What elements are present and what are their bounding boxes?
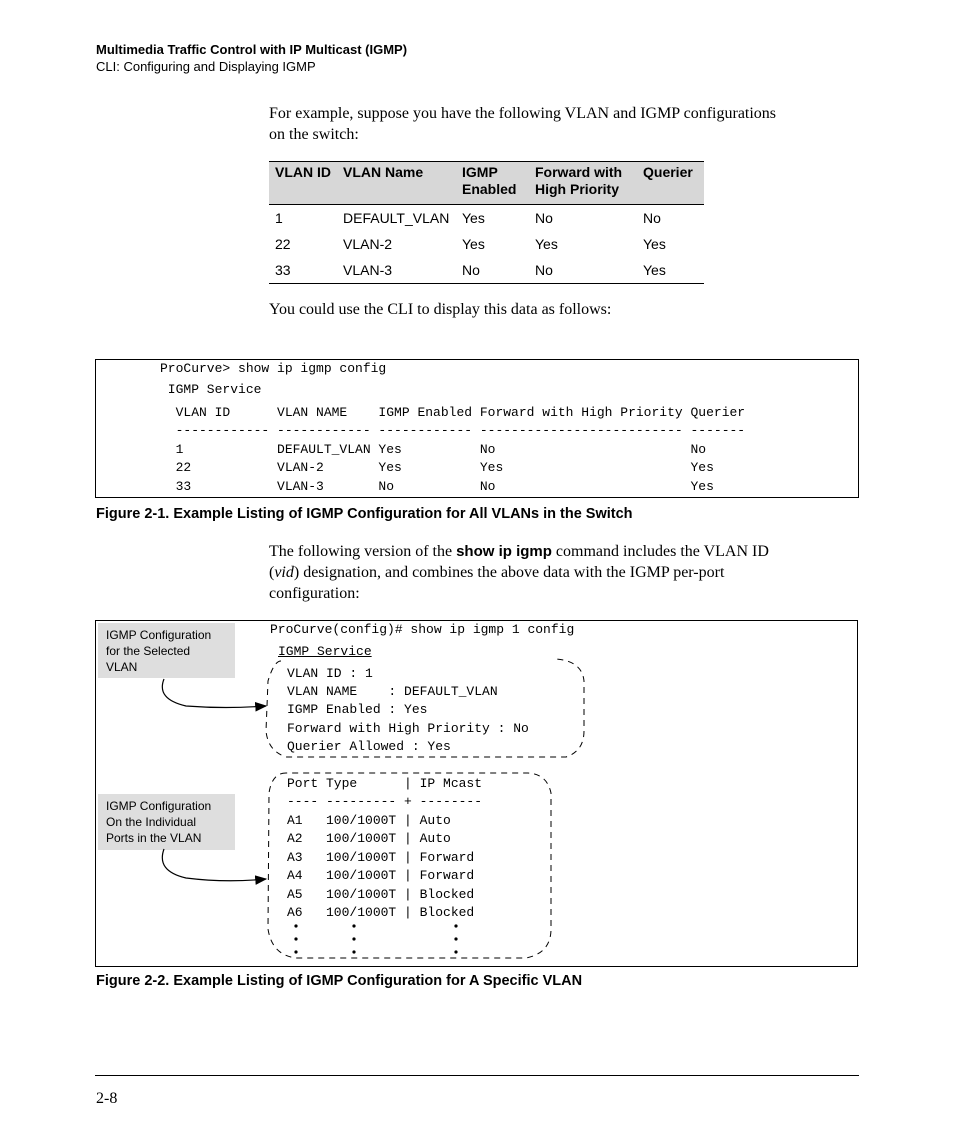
cli-line: Querier Allowed : Yes bbox=[287, 739, 451, 754]
running-header-subtitle: CLI: Configuring and Displaying IGMP bbox=[96, 59, 316, 74]
table-cell: Yes bbox=[462, 236, 485, 252]
cli-line: 22 VLAN-2 Yes Yes Yes bbox=[160, 460, 714, 475]
table-row bbox=[269, 231, 704, 257]
para2-line-2 bbox=[269, 562, 869, 583]
footer-rule bbox=[95, 1075, 859, 1076]
cli-line: ------------ ------------ ------------ -------------------------- ------- bbox=[160, 423, 746, 438]
table-row bbox=[269, 205, 704, 232]
intro-paragraph bbox=[269, 103, 869, 145]
cli-line: A6 100/1000T | Blocked bbox=[287, 905, 475, 920]
callout-text: Ports in the VLAN bbox=[106, 831, 202, 845]
table-cell: No bbox=[529, 257, 637, 284]
cli-line: IGMP Enabled : Yes bbox=[287, 702, 428, 717]
cli-line: VLAN ID : 1 bbox=[287, 666, 373, 681]
cli-line: 33 VLAN-3 No No Yes bbox=[160, 479, 714, 494]
table-cell: Yes bbox=[535, 236, 558, 252]
running-header-title: Multimedia Traffic Control with IP Multicast (IGMP) bbox=[96, 42, 408, 57]
para2-line-3: configuration: bbox=[269, 585, 360, 602]
figure2-caption: Figure 2-2. Example Listing of IGMP Configuration for A Specific VLAN bbox=[96, 973, 583, 989]
table-cell: DEFAULT_VLAN bbox=[343, 210, 450, 226]
callout-text: for the Selected bbox=[106, 644, 191, 658]
table-cell: No bbox=[643, 210, 661, 226]
callout-text: IGMP Configuration bbox=[106, 799, 212, 813]
table-cell: Yes bbox=[637, 257, 704, 284]
callout-text: On the Individual bbox=[106, 815, 197, 829]
cli-line: IGMP Service bbox=[160, 382, 262, 397]
para2-text: command includes the VLAN ID bbox=[551, 543, 769, 560]
cli-line: A4 100/1000T | Forward bbox=[287, 868, 475, 883]
cli-command-line: ProCurve(config)# show ip igmp 1 config bbox=[270, 622, 575, 637]
table-cell: 1 bbox=[275, 210, 283, 226]
cli-line: VLAN NAME : DEFAULT_VLAN bbox=[287, 684, 498, 699]
vlan-config-table bbox=[269, 161, 704, 284]
callout-text: IGMP Configuration bbox=[106, 628, 212, 642]
cli-line: A2 100/1000T | Auto bbox=[287, 831, 451, 846]
cli-line: Forward with High Priority : No bbox=[287, 721, 529, 736]
figure1-cli-box bbox=[95, 359, 859, 498]
figure2-intro-paragraph bbox=[269, 541, 869, 604]
table-cell: Yes bbox=[643, 236, 666, 252]
callout-text: VLAN bbox=[106, 660, 138, 674]
cli-line: A1 100/1000T | Auto bbox=[287, 813, 451, 828]
table-header-row bbox=[269, 162, 704, 205]
table-header-cell: IGMP Enabled bbox=[456, 162, 529, 205]
intro-line-2: on the switch: bbox=[269, 126, 359, 143]
table-header-cell: Querier bbox=[637, 162, 704, 205]
para2-line-1 bbox=[269, 541, 869, 562]
table-cell: 22 bbox=[275, 236, 291, 252]
callout-arrow-ports bbox=[162, 849, 266, 881]
cli-line: A3 100/1000T | Forward bbox=[287, 850, 475, 865]
cli-line: A5 100/1000T | Blocked bbox=[287, 887, 475, 902]
continuation-dots bbox=[294, 924, 457, 953]
table-cell: No bbox=[535, 210, 553, 226]
table-cell: No bbox=[456, 257, 529, 284]
table-row bbox=[269, 257, 704, 284]
page-number: 2-8 bbox=[96, 1090, 118, 1107]
cli-intro-text: You could use the CLI to display this data as follows: bbox=[269, 301, 612, 318]
table-cell: VLAN-3 bbox=[337, 257, 456, 284]
cli-line: Port Type | IP Mcast bbox=[287, 776, 483, 791]
table-header-cell: VLAN Name bbox=[337, 162, 456, 205]
cli-line: VLAN ID VLAN NAME IGMP Enabled Forward with High Priority Querier bbox=[160, 405, 746, 420]
cli-service-line: IGMP Service bbox=[278, 644, 372, 659]
table-cell: VLAN-2 bbox=[343, 236, 393, 252]
figure2-cli-box bbox=[95, 620, 858, 967]
cli-line: ---- --------- + -------- bbox=[287, 794, 483, 809]
para2-text: The following version of the bbox=[269, 543, 457, 560]
cli-line: 1 DEFAULT_VLAN Yes No No bbox=[160, 442, 707, 457]
figure1-caption: Figure 2-1. Example Listing of IGMP Configuration for All VLANs in the Switch bbox=[96, 506, 633, 522]
table-header-cell: VLAN ID bbox=[269, 162, 337, 205]
cli-line: ProCurve> show ip igmp config bbox=[160, 361, 387, 376]
variable-name: vid bbox=[274, 564, 294, 581]
table-header-cell: Forward with High Priority bbox=[529, 162, 637, 205]
para2-text: ( bbox=[269, 564, 275, 581]
callout-arrow-vlan bbox=[162, 679, 266, 708]
command-name: show ip igmp bbox=[456, 543, 552, 560]
table-cell: 33 bbox=[269, 257, 337, 284]
para2-text: ) designation, and combines the above data with the IGMP per-port bbox=[293, 564, 725, 581]
intro-line-1: For example, suppose you have the following VLAN and IGMP configurations bbox=[269, 105, 777, 122]
table-cell: Yes bbox=[462, 210, 485, 226]
